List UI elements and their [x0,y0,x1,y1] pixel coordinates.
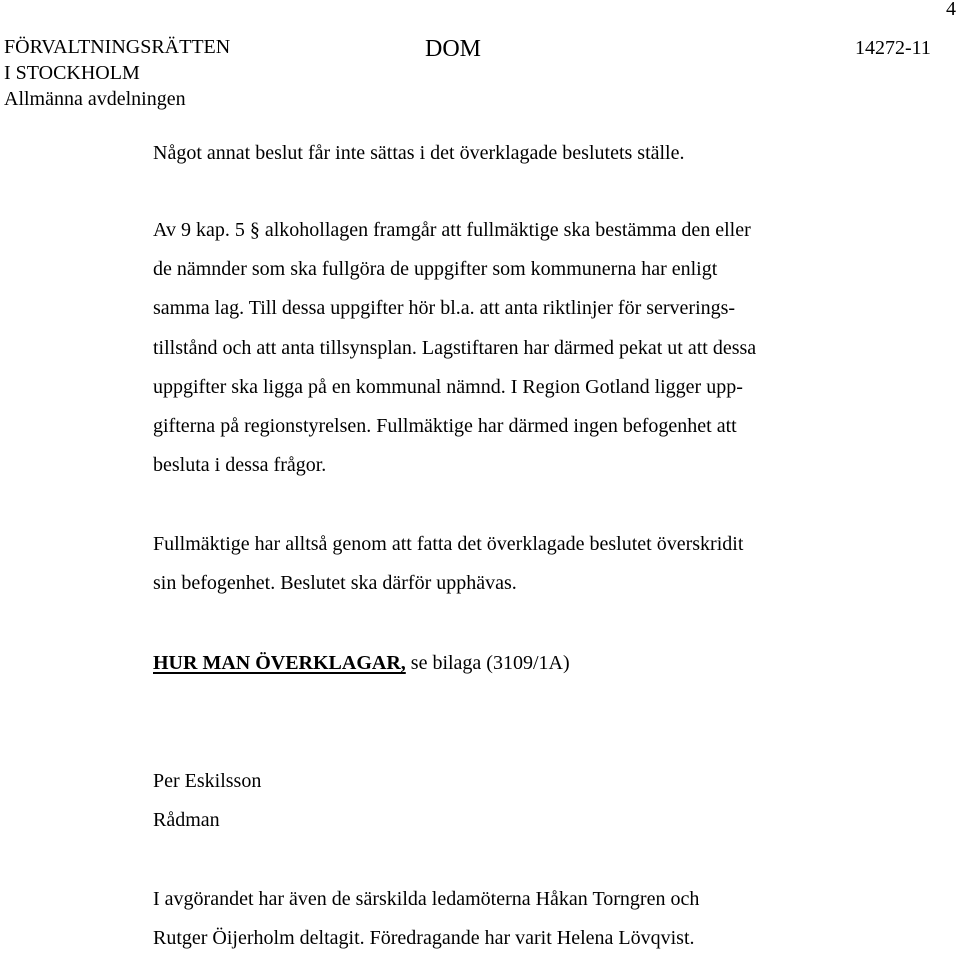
appeal-instructions [153,650,570,676]
paragraph-line: I avgörandet har även de särskilda ledamöterna Håkan Torngren och [153,888,700,910]
paragraph-line: Rutger Öijerholm deltagit. Föredragande har varit Helena Lövqvist. [153,927,695,950]
appeal-heading: HUR MAN ÖVERKLAGAR, [153,652,406,674]
signer-title: Rådman [153,809,220,831]
court-header [4,34,230,112]
case-number: 14272-11 [855,37,931,59]
paragraph-line: sin befogenhet. Beslutet ska därför upphävas. [153,572,517,595]
court-name-line1: FÖRVALTNINGSRÄTTEN [4,36,231,58]
signer-name: Per Eskilsson [153,770,262,792]
paragraph-law [153,211,756,485]
signature-block [153,762,261,840]
court-division: Allmänna avdelningen [4,88,186,110]
paragraph-line: Av 9 kap. 5 § alkohollagen framgår att fullmäktige ska bestämma den eller [153,219,751,241]
appeal-reference: se bilaga (3109/1A) [405,652,570,674]
paragraph-line: de nämnder som ska fullgöra de uppgifter som kommunerna har enligt [153,258,718,281]
paragraph-line: uppgifter ska ligga på en kommunal nämnd. I Region Gotland ligger upp- [153,375,743,398]
paragraph-participants [153,880,699,958]
paragraph-line: Fullmäktige har alltså genom att fatta det överklagade beslutet överskridit [153,533,744,555]
paragraph-conclusion [153,525,743,603]
page-number: 4 [946,0,956,20]
paragraph-line: samma lag. Till dessa uppgifter hör bl.a. att anta riktlinjer för serverings- [153,297,736,320]
paragraph-line: gifterna på regionstyrelsen. Fullmäktige har därmed ingen befogenhet att [153,414,737,437]
paragraph-line: tillstånd och att anta tillsynsplan. Lagstiftaren har därmed pekat ut att dessa [153,336,757,359]
paragraph-intro: Något annat beslut får inte sättas i det överklagade beslutets ställe. [153,142,685,164]
court-name-line2: I STOCKHOLM [4,62,140,84]
paragraph-line: besluta i dessa frågor. [153,454,327,477]
document-type: DOM [425,36,482,62]
